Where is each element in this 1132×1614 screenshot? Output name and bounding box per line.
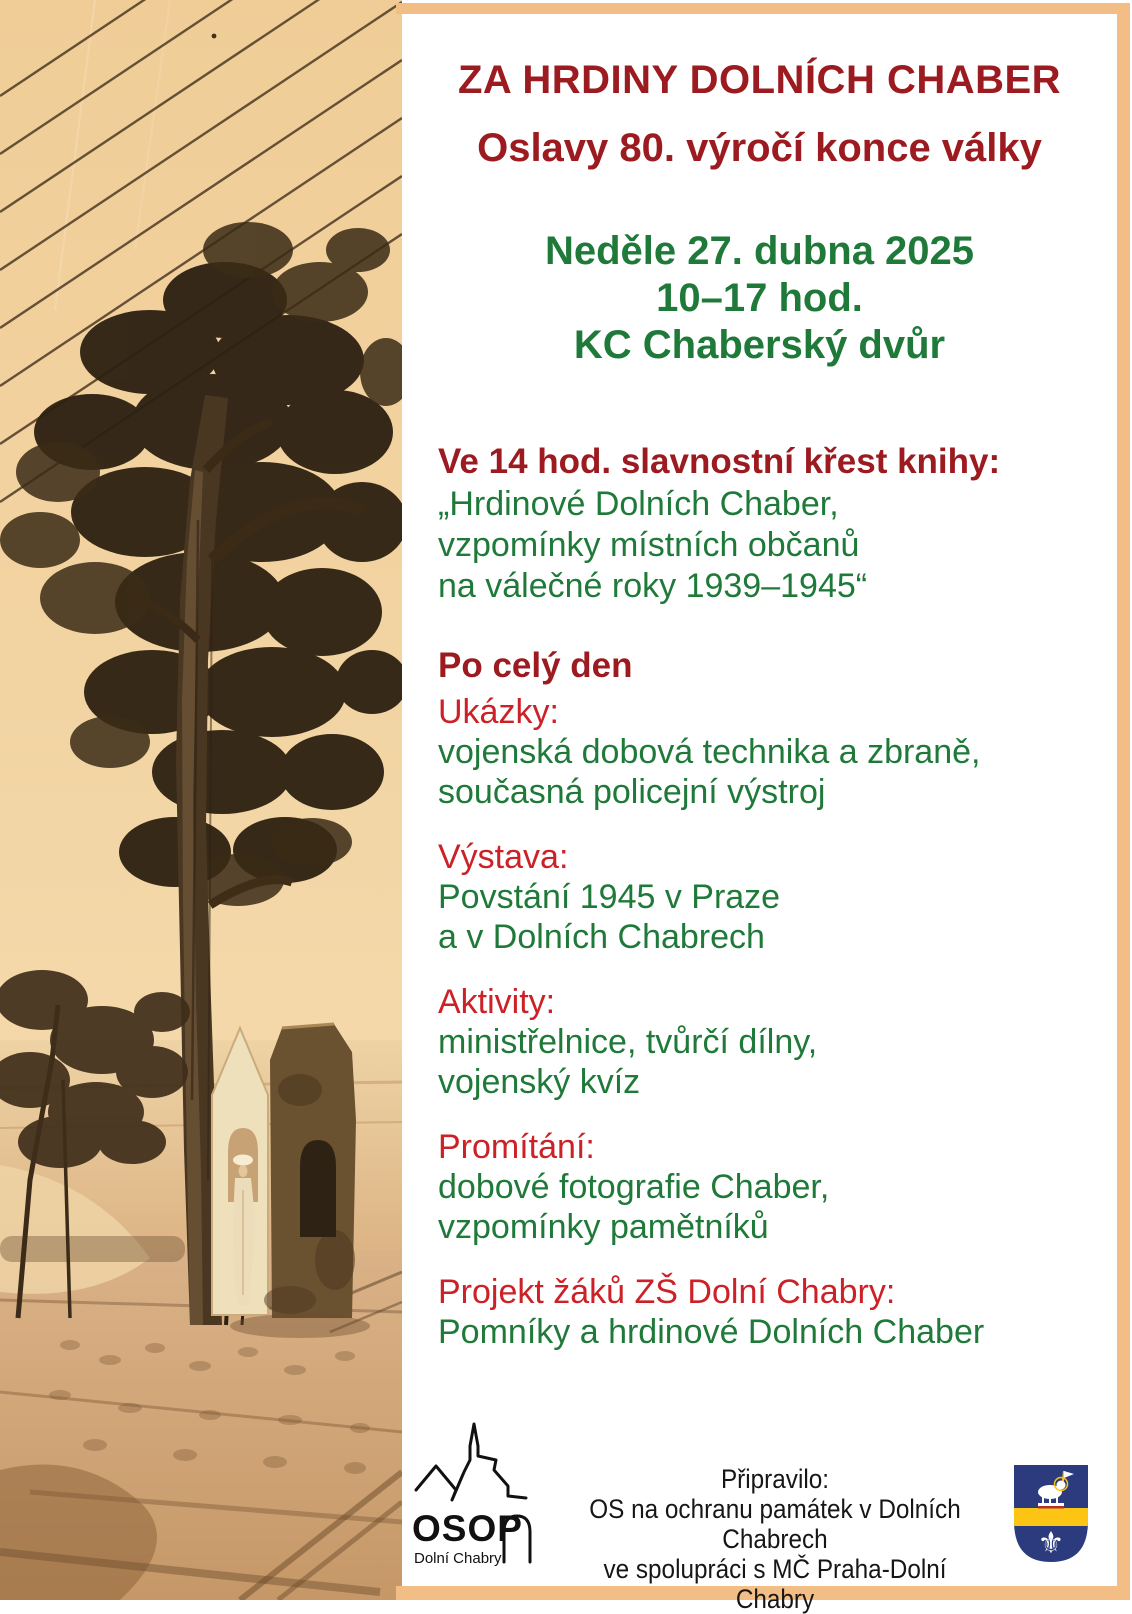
osop-sublabel: Dolní Chabry	[414, 1550, 502, 1567]
section-line: vzpomínky pamětníků	[438, 1208, 769, 1246]
poster-title: ZA HRDINY DOLNÍCH CHABER	[457, 58, 1062, 102]
all-day-heading: Po celý den	[438, 646, 633, 685]
section-ukazky	[402, 692, 1117, 812]
prepared-line2: ve spolupráci s MČ Praha-Dolní Chabry	[603, 1554, 947, 1614]
section-label: Ukázky:	[438, 693, 559, 731]
section-vystava	[402, 837, 1117, 957]
section-label: Projekt žáků ZŠ Dolní Chabry:	[438, 1273, 896, 1311]
section-aktivity	[402, 982, 1117, 1102]
prepared-line1: OS na ochranu památek v Dolních Chabrech	[589, 1494, 961, 1554]
section-line: a v Dolních Chabrech	[438, 918, 765, 956]
book-launch-block	[402, 440, 1117, 607]
all-day-heading-block	[402, 644, 1117, 688]
section-projekt	[402, 1272, 1117, 1352]
historic-photo	[0, 0, 402, 1600]
prepared-label: Připravilo:	[720, 1464, 830, 1494]
section-line: vojenská dobová technika a zbraně,	[438, 733, 981, 771]
book-line: vzpomínky místních občanů	[438, 526, 860, 564]
book-heading: Ve 14 hod. slavnostní křest knihy:	[438, 442, 1001, 481]
section-label: Aktivity:	[438, 983, 556, 1021]
section-line: ministřelnice, tvůrčí dílny,	[438, 1023, 818, 1061]
book-line: „Hrdinové Dolních Chaber,	[438, 485, 839, 523]
event-date: Neděle 27. dubna 2025	[544, 229, 975, 273]
section-line: současná policejní výstroj	[438, 773, 826, 811]
section-line: Povstání 1945 v Praze	[438, 878, 781, 916]
sepia-photo-tree-and-wayside-chapel	[0, 0, 402, 1600]
osop-logo	[412, 1412, 544, 1572]
osop-acronym-label: OSOP	[412, 1508, 523, 1549]
event-details	[402, 228, 1117, 369]
fleur-de-lis-icon: ⚜	[1037, 1526, 1065, 1561]
book-line: na válečné roky 1939–1945“	[438, 567, 868, 605]
wayside-chapel-icon	[212, 1024, 370, 1338]
section-promitani	[402, 1127, 1117, 1247]
section-line: dobové fotografie Chaber,	[438, 1168, 830, 1206]
poster-content	[402, 0, 1117, 1600]
section-line: Pomníky a hrdinové Dolních Chaber	[438, 1313, 985, 1351]
dolni-chabry-coat-of-arms-icon	[1012, 1463, 1090, 1565]
section-line: vojenský kvíz	[438, 1063, 641, 1101]
poster-subtitle: Oslavy 80. výročí konce války	[477, 126, 1042, 170]
prepared-by-block	[564, 1464, 987, 1614]
event-venue: KC Chaberský dvůr	[573, 323, 946, 367]
event-time: 10–17 hod.	[656, 276, 863, 320]
section-label: Výstava:	[438, 838, 569, 876]
section-label: Promítání:	[438, 1128, 595, 1166]
